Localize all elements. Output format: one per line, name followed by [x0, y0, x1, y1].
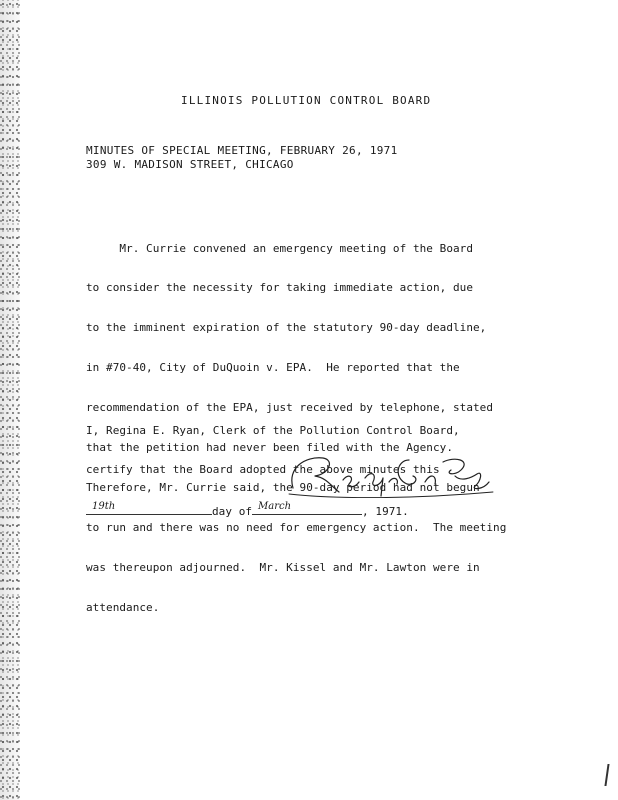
month-blank	[252, 503, 362, 515]
body-line: recommendation of the EPA, just received by telephone, stated	[86, 401, 494, 415]
day-handwritten: 19th	[92, 501, 116, 513]
body-line: to the imminent expiration of the statutory 90-day deadline,	[86, 321, 487, 335]
clerk-signature	[285, 448, 497, 498]
body-line: attendance.	[86, 600, 160, 614]
body-line: to run and there was no need for emergency action. The meeting	[86, 520, 507, 534]
body-line: was thereupon adjourned. Mr. Kissel and Mr. Lawton were in	[86, 560, 480, 574]
day-blank	[86, 503, 212, 515]
certification-line-1: I, Regina E. Ryan, Clerk of the Pollution Control Board,	[86, 423, 460, 437]
body-line: Mr. Currie convened an emergency meeting of the Board	[86, 241, 474, 255]
minutes-address: 309 W. MADISON STREET, CHICAGO	[86, 158, 294, 171]
scan-edge-noise	[0, 0, 20, 800]
body-line: in #70-40, City of DuQuoin v. EPA. He reported that the	[86, 361, 460, 375]
body-line: that the petition had never been filed with the Agency.	[86, 441, 453, 455]
body-line: to consider the necessity for taking immediate action, due	[86, 281, 474, 295]
year-text: , 1971.	[362, 505, 409, 519]
minutes-title: MINUTES OF SPECIAL MEETING, FEBRUARY 26, 1971	[86, 144, 398, 157]
document-heading: ILLINOIS POLLUTION CONTROL BOARD	[181, 94, 432, 107]
month-handwritten: March	[258, 501, 292, 513]
body-line: Therefore, Mr. Currie said, the 90-day period had not begun	[86, 480, 480, 494]
scan-mark	[604, 764, 613, 786]
day-of-label: day of	[212, 505, 253, 519]
certification-line-2: certify that the Board adopted the above minutes this	[86, 463, 440, 477]
certification-date-line	[86, 501, 460, 519]
